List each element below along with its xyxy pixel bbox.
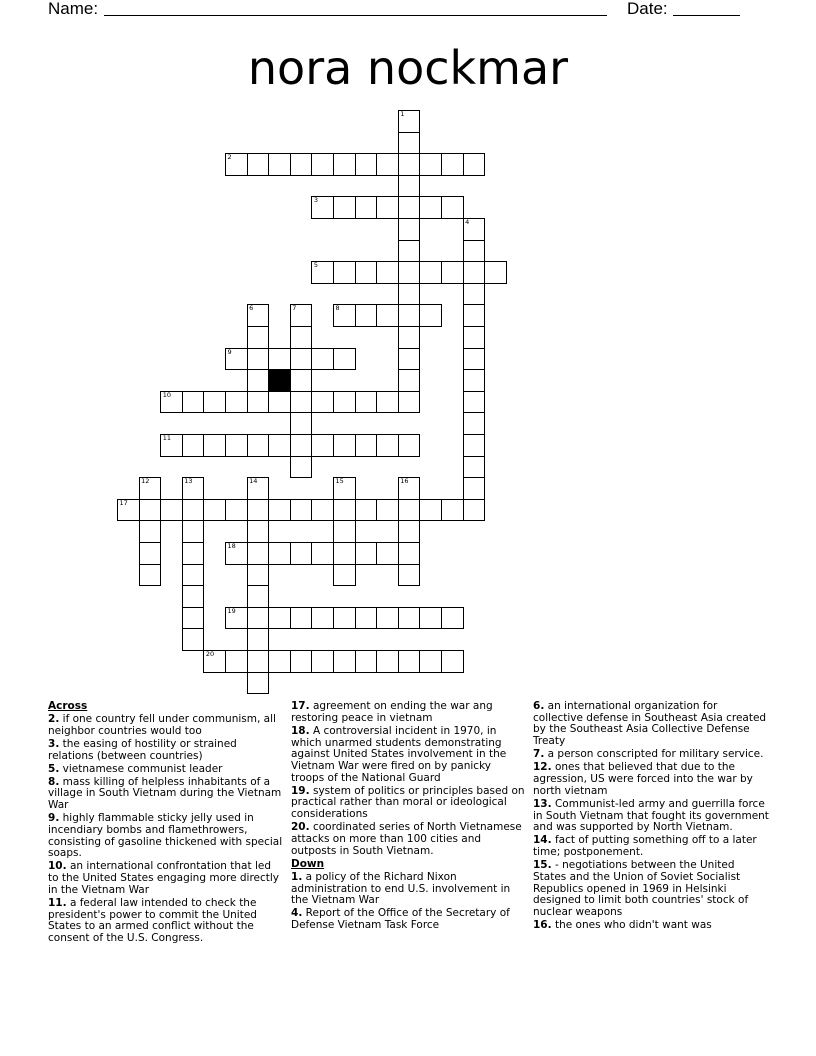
grid-cell[interactable] — [333, 564, 356, 587]
clue-number: 20 . — [291, 821, 310, 833]
cell-number: 8 — [335, 304, 340, 313]
clue-down-1 — [291, 872, 527, 907]
grid-cell[interactable] — [463, 153, 486, 176]
grid-cell[interactable] — [398, 261, 421, 284]
grid-cell[interactable] — [203, 499, 226, 522]
grid-cell[interactable] — [355, 391, 378, 414]
grid-cell[interactable] — [398, 564, 421, 587]
grid-cell[interactable] — [463, 456, 486, 479]
grid-cell[interactable] — [117, 499, 140, 522]
grid-cell[interactable] — [419, 607, 442, 630]
clue-across-20 — [291, 822, 527, 857]
grid-cell[interactable] — [311, 153, 334, 176]
grid-cell[interactable] — [182, 607, 205, 630]
grid-cell[interactable] — [268, 542, 291, 565]
grid-cell[interactable] — [355, 650, 378, 673]
clue-text: Report of the Office of the Secretary of Defense Vietnam Task Force — [291, 907, 510, 931]
clue-down-12 — [533, 762, 769, 797]
grid-cell[interactable] — [290, 607, 313, 630]
clue-text: mass killing of helpless inhabitants of a village in South Vietnam during the Vietnam War — [48, 775, 282, 812]
grid-cell[interactable] — [441, 153, 464, 176]
cell-number: 11 — [162, 434, 171, 442]
clue-text: a person conscripted for military service. — [547, 748, 764, 761]
clue-down-13 — [533, 799, 769, 834]
grid-cell[interactable] — [290, 326, 313, 349]
grid-cell[interactable] — [247, 520, 270, 543]
grid-cell[interactable] — [268, 153, 291, 176]
grid-cell[interactable] — [376, 499, 399, 522]
grid-cell[interactable] — [355, 434, 378, 457]
clue-number: 8 . — [48, 776, 59, 788]
date-label: Date: — [627, 0, 668, 18]
grid-cell[interactable] — [398, 304, 421, 327]
grid-cell[interactable] — [398, 477, 421, 500]
grid-cell[interactable] — [463, 348, 486, 371]
grid-cell[interactable] — [398, 499, 421, 522]
grid-cell[interactable] — [398, 110, 421, 133]
grid-cell[interactable] — [290, 499, 313, 522]
clue-text: system of politics or principles based on practical rather than moral or ideological considerations — [291, 784, 525, 821]
grid-cell[interactable] — [268, 607, 291, 630]
clue-text: agreement on ending the war ang restoring peace in vietnam — [291, 700, 493, 724]
grid-cell[interactable] — [376, 304, 399, 327]
clue-text: ones that believed that due to the agression, US were forced into the war by north vietnam — [533, 761, 753, 797]
grid-cell[interactable] — [398, 434, 421, 457]
clue-number: 12 . — [533, 761, 552, 773]
clue-number: 15 . — [533, 859, 552, 871]
grid-cell[interactable] — [160, 391, 183, 414]
cell-number: 10 — [162, 390, 171, 399]
cell-number: 4 — [465, 218, 470, 226]
grid-cell[interactable] — [311, 348, 334, 371]
cell-number: 3 — [313, 196, 319, 205]
grid-cell[interactable] — [463, 499, 486, 522]
name-field[interactable] — [104, 15, 607, 16]
cell-number: 19 — [227, 606, 236, 615]
clue-number: 14 . — [533, 834, 552, 846]
clue-number: 17 . — [291, 700, 310, 712]
grid-cell[interactable] — [247, 391, 270, 414]
clue-across-9 — [48, 813, 284, 860]
grid-cell[interactable] — [182, 628, 205, 651]
grid-cell[interactable] — [182, 477, 205, 500]
clue-down-4 — [291, 908, 527, 931]
grid-cell[interactable] — [225, 153, 248, 176]
clue-across-10 — [48, 861, 284, 896]
clue-number: 11 . — [48, 897, 67, 909]
grid-cell[interactable] — [463, 261, 486, 284]
grid-cell[interactable] — [247, 153, 270, 176]
grid-cell[interactable] — [247, 304, 270, 327]
grid-cell[interactable] — [182, 499, 205, 522]
clue-text: a federal law intended to check the president's power to commit the United States to an armed conflict without the consent of the U.S. Congress. — [48, 896, 257, 945]
grid-cell[interactable] — [398, 326, 421, 349]
clue-number: 4 . — [291, 907, 302, 919]
grid-cell[interactable] — [441, 650, 464, 673]
grid-cell[interactable] — [419, 650, 442, 673]
grid-cell[interactable] — [398, 283, 421, 306]
grid-cell[interactable] — [139, 520, 162, 543]
clue-down-7 — [533, 749, 769, 761]
grid-cell[interactable] — [419, 499, 442, 522]
clue-number: 6 . — [533, 700, 544, 712]
cell-number: 12 — [141, 477, 150, 486]
cell-number: 7 — [292, 304, 297, 313]
grid-cell[interactable] — [333, 153, 356, 176]
grid-cell[interactable] — [290, 369, 313, 392]
clue-number: 3 . — [48, 738, 59, 750]
grid-cell[interactable] — [160, 434, 183, 457]
grid-cell[interactable] — [247, 499, 270, 522]
clue-column-2 — [291, 701, 527, 933]
grid-cell[interactable] — [225, 542, 248, 565]
cell-number: 17 — [119, 498, 128, 507]
grid-cell[interactable] — [463, 412, 486, 435]
grid-cell[interactable] — [333, 196, 356, 219]
grid-cell[interactable] — [419, 304, 442, 327]
clue-text: A controversial incident in 1970, in which unarmed students demonstrating against United States involvement in the Vietnam War were fired on by panicky troops of the National Guard — [291, 724, 507, 784]
grid-cell[interactable] — [268, 434, 291, 457]
grid-cell[interactable] — [398, 607, 421, 630]
grid-cell[interactable] — [247, 672, 270, 695]
cell-number: 9 — [227, 347, 232, 356]
grid-cell[interactable] — [463, 391, 486, 414]
grid-cell[interactable] — [398, 650, 421, 673]
grid-cell[interactable] — [333, 477, 356, 500]
puzzle-title: nora nockmar — [247, 41, 569, 95]
clue-down-15 — [533, 860, 769, 919]
grid-cell[interactable] — [247, 326, 270, 349]
grid-cell[interactable] — [311, 391, 334, 414]
grid-cell[interactable] — [203, 391, 226, 414]
grid-cell[interactable] — [333, 542, 356, 565]
grid-cell[interactable] — [290, 542, 313, 565]
grid-cell[interactable] — [355, 499, 378, 522]
grid-cell[interactable] — [441, 196, 464, 219]
grid-cell[interactable] — [463, 477, 486, 500]
grid-cell[interactable] — [333, 607, 356, 630]
grid-cell[interactable] — [333, 434, 356, 457]
across-heading: Across — [48, 700, 88, 712]
clue-text: an international organization for collective defense in Southeast Asia created by the Southeast Asia Collective Defense Treaty — [533, 700, 767, 748]
grid-cell[interactable] — [441, 499, 464, 522]
clue-number: 19 . — [291, 785, 310, 797]
clue-across-17 — [291, 701, 527, 724]
grid-cell[interactable] — [225, 434, 248, 457]
clue-number: 5 . — [48, 763, 59, 775]
grid-cell[interactable] — [311, 607, 334, 630]
grid-cell[interactable] — [247, 607, 270, 630]
cell-number: 20 — [205, 650, 215, 658]
grid-cell[interactable] — [225, 348, 248, 371]
cell-number: 5 — [313, 261, 319, 270]
clue-text: an international confrontation that led to the United States engaging more directly in the Vietnam War — [48, 860, 280, 896]
grid-cell[interactable] — [333, 261, 356, 284]
grid-cell[interactable] — [376, 261, 399, 284]
grid-cell[interactable] — [247, 585, 270, 608]
grid-cell[interactable] — [268, 499, 291, 522]
clue-down-16 — [533, 920, 769, 932]
grid-cell[interactable] — [463, 304, 486, 327]
grid-cell[interactable] — [247, 564, 270, 587]
grid-cell[interactable] — [376, 434, 399, 457]
clue-across-11 — [48, 898, 284, 945]
clue-number: 18 . — [291, 725, 310, 737]
grid-cell[interactable] — [182, 434, 205, 457]
cell-number: 6 — [249, 304, 254, 313]
grid-cell[interactable] — [355, 304, 378, 327]
grid-cell[interactable] — [398, 240, 421, 263]
clue-number: 7 . — [533, 748, 544, 760]
grid-cell[interactable] — [355, 607, 378, 630]
clue-text: coordinated series of North Vietnamese attacks on more than 100 cities and outposts in South Vietnam. — [291, 821, 522, 857]
grid-cell[interactable] — [268, 348, 291, 371]
grid-cell[interactable] — [290, 456, 313, 479]
grid-cell[interactable] — [419, 153, 442, 176]
clue-text: if one country fell under communism, all neighbor countries would too — [48, 713, 276, 737]
cell-number: 18 — [227, 542, 236, 550]
grid-cell[interactable] — [333, 499, 356, 522]
grid-cell[interactable] — [311, 196, 334, 219]
grid-cell[interactable] — [203, 434, 226, 457]
grid-cell[interactable] — [311, 261, 334, 284]
grid-cell[interactable] — [139, 542, 162, 565]
grid-cell[interactable] — [311, 542, 334, 565]
down-heading: Down — [291, 857, 325, 870]
grid-cell[interactable] — [355, 153, 378, 176]
cell-number: 16 — [400, 477, 409, 486]
grid-cell[interactable] — [290, 391, 313, 414]
grid-cell[interactable] — [333, 391, 356, 414]
clue-across-2 — [48, 714, 284, 737]
grid-cell[interactable] — [268, 650, 291, 673]
grid-cell[interactable] — [463, 326, 486, 349]
grid-cell[interactable] — [139, 564, 162, 587]
clue-text: fact of putting something off to a later time; postponement. — [533, 834, 757, 858]
grid-cell[interactable] — [182, 585, 205, 608]
clue-across-3 — [48, 739, 284, 762]
grid-cell[interactable] — [398, 218, 421, 241]
grid-cell[interactable] — [333, 348, 356, 371]
grid-cell[interactable] — [290, 434, 313, 457]
grid-cell[interactable] — [376, 196, 399, 219]
grid-cell[interactable] — [398, 153, 421, 176]
grid-cell[interactable] — [463, 434, 486, 457]
clue-across-8 — [48, 777, 284, 812]
grid-cell[interactable] — [182, 520, 205, 543]
grid-cell[interactable] — [311, 434, 334, 457]
grid-cell[interactable] — [463, 283, 486, 306]
date-field[interactable] — [673, 15, 740, 16]
clue-text: - negotiations between the United States and the Union of Soviet Socialist Republics opened in 1969 in Helsinki designed to limit both countries' stock of nuclear weapons — [533, 859, 749, 918]
grid-cell[interactable] — [225, 391, 248, 414]
clue-text: the ones who didn't want was — [554, 919, 712, 931]
grid-cell[interactable] — [139, 477, 162, 500]
cell-number: 1 — [400, 110, 405, 118]
grid-cell[interactable] — [225, 650, 248, 673]
grid-cell[interactable] — [290, 348, 313, 371]
clue-text: a policy of the Richard Nixon administration to end U.S. involvement in the Vietnam War — [291, 870, 511, 907]
grid-cell[interactable] — [398, 369, 421, 392]
cell-number: 2 — [227, 153, 232, 162]
grid-cell[interactable] — [376, 607, 399, 630]
grid-cell[interactable] — [441, 261, 464, 284]
clue-number: 2 . — [48, 713, 59, 725]
clue-number: 1 . — [291, 871, 302, 883]
grid-cell[interactable] — [290, 153, 313, 176]
grid-cell[interactable] — [376, 153, 399, 176]
clue-text: highly flammable sticky jelly used in incendiary bombs and flamethrowers, consisting of gasoline thickened with special soaps. — [48, 812, 283, 860]
grid-cell[interactable] — [160, 499, 183, 522]
cell-number: 13 — [184, 477, 193, 486]
grid-cell[interactable] — [484, 261, 507, 284]
clue-across-18 — [291, 726, 527, 785]
grid-cell[interactable] — [355, 261, 378, 284]
grid-cell[interactable] — [182, 542, 205, 565]
grid-cell[interactable] — [333, 650, 356, 673]
grid-cell[interactable] — [247, 348, 270, 371]
grid-cell[interactable] — [376, 542, 399, 565]
clue-text: vietnamese communist leader — [62, 762, 223, 775]
clue-column-1 — [48, 701, 284, 946]
grid-cell[interactable] — [355, 542, 378, 565]
grid-cell[interactable] — [376, 391, 399, 414]
crossword-grid — [117, 110, 507, 695]
grid-cell[interactable] — [311, 499, 334, 522]
cell-number: 15 — [335, 477, 344, 486]
grid-cell[interactable] — [290, 650, 313, 673]
grid-cell[interactable] — [139, 499, 162, 522]
clue-number: 13 . — [533, 798, 552, 810]
grid-cell[interactable] — [247, 369, 270, 392]
grid-cell[interactable] — [247, 477, 270, 500]
grid-cell[interactable] — [398, 132, 421, 155]
clue-text: the easing of hostility or strained relations (between countries) — [48, 737, 237, 762]
clue-text: Communist-led army and guerrilla force in South Vietnam that fought its government and was supported by North Vietnam. — [533, 797, 769, 834]
grid-cell[interactable] — [463, 240, 486, 263]
grid-cell[interactable] — [419, 196, 442, 219]
clue-down-6 — [533, 701, 769, 748]
grid-cell[interactable] — [225, 607, 248, 630]
clue-number: 9 . — [48, 812, 59, 824]
grid-cell[interactable] — [398, 196, 421, 219]
grid-cell[interactable] — [398, 391, 421, 414]
grid-cell[interactable] — [398, 348, 421, 371]
clue-number: 16 . — [533, 919, 552, 931]
grid-cell[interactable] — [355, 196, 378, 219]
name-label: Name: — [48, 0, 99, 18]
grid-cell[interactable] — [247, 434, 270, 457]
grid-cell[interactable] — [247, 650, 270, 673]
clue-across-19 — [291, 786, 527, 821]
clue-column-3 — [533, 701, 769, 933]
grid-cell[interactable] — [376, 650, 399, 673]
grid-cell[interactable] — [290, 412, 313, 435]
grid-cell[interactable] — [441, 607, 464, 630]
grid-cell[interactable] — [398, 175, 421, 198]
grid-cell[interactable] — [247, 542, 270, 565]
grid-cell[interactable] — [333, 520, 356, 543]
grid-cell[interactable] — [311, 650, 334, 673]
grid-cell[interactable] — [463, 218, 486, 241]
grid-cell[interactable] — [225, 499, 248, 522]
cell-number: 14 — [249, 477, 258, 486]
grid-cell[interactable] — [398, 520, 421, 543]
grid-cell[interactable] — [290, 304, 313, 327]
grid-cell[interactable] — [333, 304, 356, 327]
grid-cell[interactable] — [203, 650, 226, 673]
black-cell — [268, 369, 291, 392]
clue-down-14 — [533, 835, 769, 858]
grid-cell[interactable] — [182, 391, 205, 414]
grid-cell[interactable] — [419, 261, 442, 284]
grid-cell[interactable] — [247, 628, 270, 651]
grid-cell[interactable] — [463, 369, 486, 392]
clue-number: 10 . — [48, 860, 67, 872]
grid-cell[interactable] — [182, 564, 205, 587]
grid-cell[interactable] — [268, 391, 291, 414]
clue-across-5 — [48, 764, 284, 776]
grid-cell[interactable] — [398, 542, 421, 565]
